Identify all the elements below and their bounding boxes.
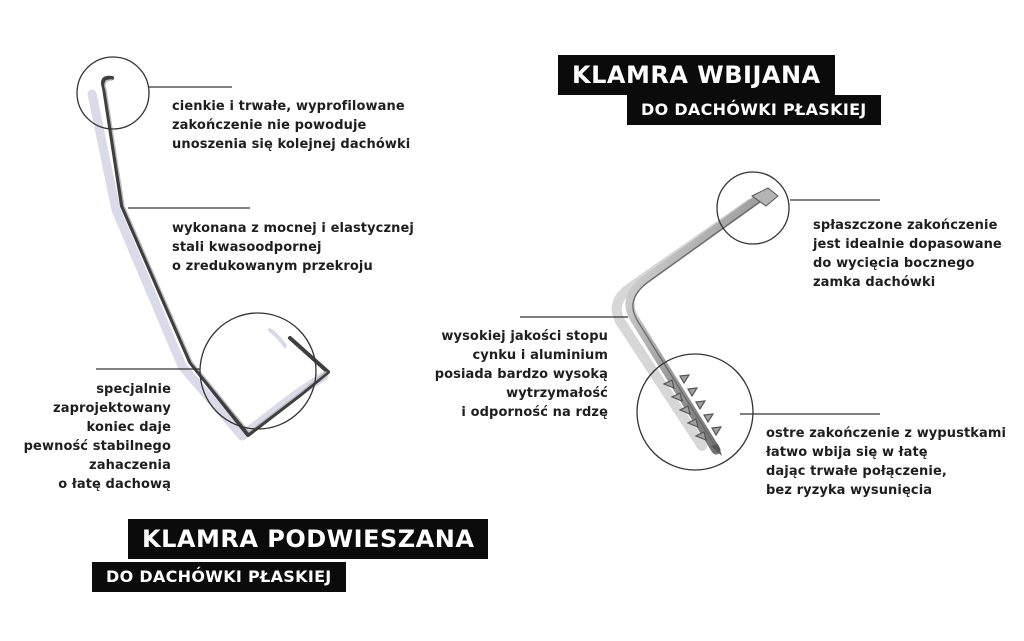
callout-line: bez ryzyka wysunięcia [766,483,933,498]
callout-line: do wycięcia bocznego [813,256,975,271]
callout-line: pewność stabilnego [23,439,171,454]
callout-line: cienkie i trwałe, wyprofilowane [172,99,405,114]
callout-line: zahaczenia [89,458,171,473]
left-end-callout-circle [200,313,316,429]
right-sharp-end-callout [766,424,1006,500]
callout-line: zakończenie nie powoduje [172,118,367,133]
callout-line: koniec daje [86,420,171,435]
callout-line: zaprojektowany [53,401,171,416]
right-product-title: KLAMRA WBIJANA [558,55,835,95]
callout-line: cynku i aluminium [472,348,608,363]
callout-line: zamka dachówki [813,275,936,290]
callout-line: spłaszczone zakończenie [813,218,998,233]
left-product-subtitle: DO DACHÓWKI PŁASKIEJ [92,562,346,592]
callout-line: specjalnie [96,382,171,397]
callout-line: o łatę dachową [58,477,171,492]
right-alloy-callout [435,327,608,422]
left-tip-callout [172,97,410,154]
callout-line: o zredukowanym przekroju [172,259,373,274]
callout-line: posiada bardzo wysoką [434,367,608,382]
left-product-title: KLAMRA PODWIESZANA [128,519,488,559]
left-material-callout [172,219,414,276]
left-end-callout [24,380,171,494]
callout-line: unoszenia się kolejnej dachówki [172,137,411,152]
callout-line: stali kwasoodpornej [172,240,322,255]
callout-line: jest idealnie dopasowane [813,237,1002,252]
nailed-clip-image [617,188,778,456]
callout-line: łatwo wbija się w łatę [766,445,928,460]
callout-line: wykonana z mocnej i elastycznej [172,221,414,236]
callout-line: wytrzymałość [506,386,608,401]
callout-line: dając trwałe połączenie, [766,464,947,479]
right-product-subtitle: DO DACHÓWKI PŁASKIEJ [627,95,881,125]
callout-line: ostre zakończenie z wypustkami [766,426,1007,441]
right-flat-end-callout [813,216,1002,292]
callout-line: i odporność na rdzę [461,405,608,420]
callout-line: wysokiej jakości stopu [441,329,608,344]
